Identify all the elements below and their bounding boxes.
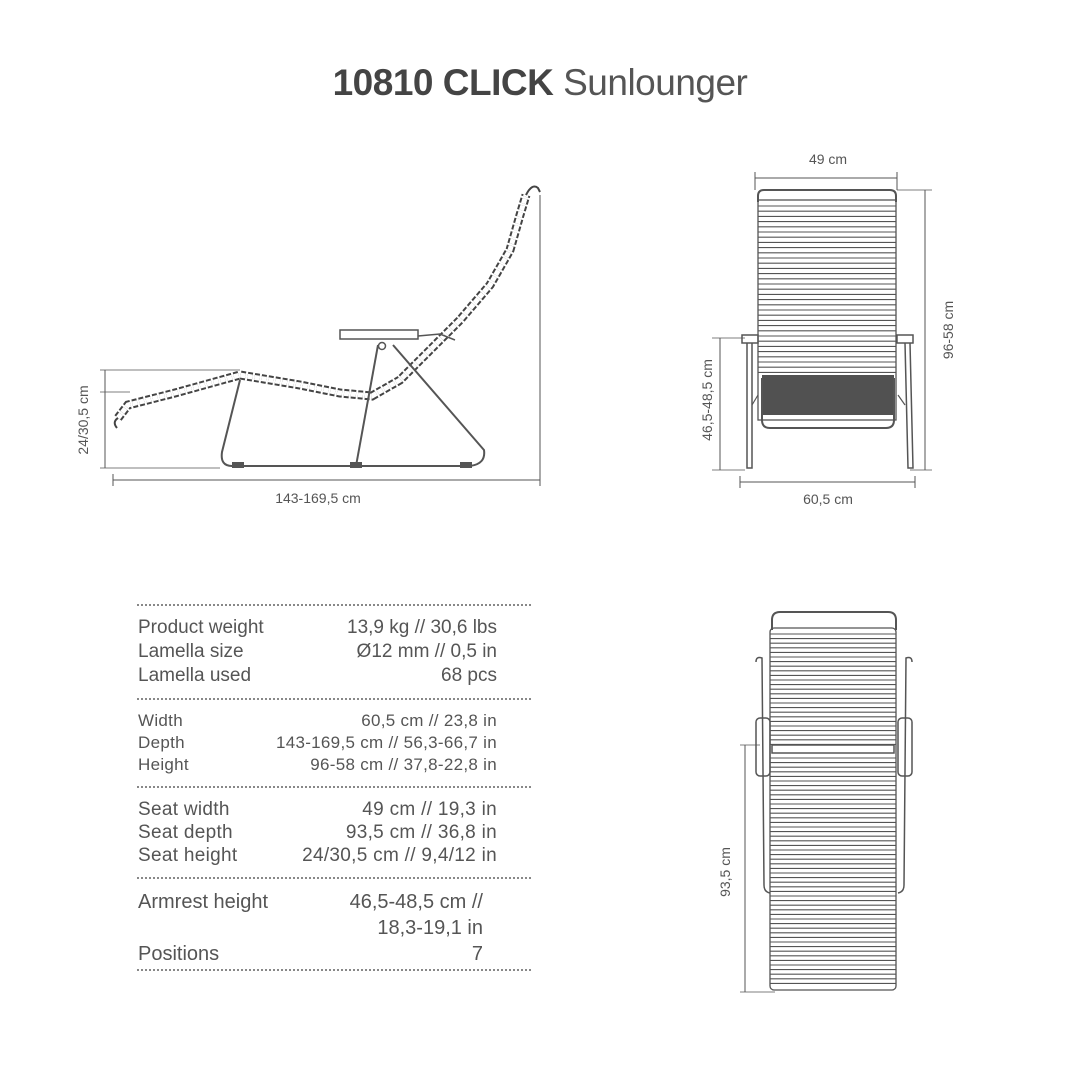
spec-table [137, 604, 531, 971]
spec-row [138, 616, 531, 640]
spec-value: 143-169,5 cm // 56,3-66,7 in [275, 733, 497, 752]
top-view-drawing [740, 612, 912, 992]
spec-label: Armrest height [138, 891, 269, 913]
spec-row [138, 754, 531, 776]
spec-value-continued: 18,3-19,1 in [377, 917, 483, 939]
front-bottom-width-label: 60,5 cm [803, 491, 853, 507]
title-product: Sunlounger [563, 62, 748, 103]
spec-row [138, 798, 531, 821]
spec-label: Height [138, 755, 189, 774]
spec-row [138, 941, 531, 967]
spec-row [138, 844, 531, 867]
spec-label: Seat depth [138, 822, 233, 843]
side-view-drawing [100, 187, 540, 486]
spec-value: 13,9 kg // 30,6 lbs [347, 617, 497, 638]
spec-row [138, 732, 531, 754]
title-model: 10810 CLICK [332, 62, 554, 103]
front-armrest-label: 46,5-48,5 cm [699, 359, 715, 441]
spec-label: Seat width [138, 799, 230, 820]
side-width-label: 143-169,5 cm [275, 490, 361, 506]
spec-row [138, 664, 531, 688]
spec-value: 60,5 cm // 23,8 in [361, 711, 497, 730]
spec-group-material [137, 606, 531, 698]
spec-value: 68 pcs [441, 665, 497, 686]
spec-value: 24/30,5 cm // 9,4/12 in [302, 845, 497, 866]
spec-row [138, 710, 531, 732]
spec-value: 93,5 cm // 36,8 in [345, 822, 497, 843]
spec-value: 96-58 cm // 37,8-22,8 in [310, 755, 497, 774]
spec-group-seat [137, 788, 531, 877]
front-view-drawing [712, 172, 932, 488]
spec-value: Ø12 mm // 0,5 in [356, 641, 497, 662]
top-seat-depth-label: 93,5 cm [717, 847, 733, 897]
spec-label: Width [138, 711, 183, 730]
front-top-width-label: 49 cm [808, 151, 848, 167]
side-height-label: 24/30,5 cm [75, 385, 91, 455]
spec-label: Lamella size [138, 641, 244, 662]
spec-row [138, 889, 531, 915]
spec-row [138, 821, 531, 844]
divider [137, 969, 531, 971]
spec-value: 7 [471, 943, 483, 965]
spec-label: Seat height [138, 845, 238, 866]
spec-label: Lamella used [138, 665, 252, 686]
front-height-label: 96-58 cm [940, 300, 956, 360]
spec-value: 49 cm // 19,3 in [362, 799, 497, 820]
spec-label: Depth [138, 733, 185, 752]
spec-group-armrest [137, 879, 531, 969]
spec-group-dimensions [137, 700, 531, 786]
spec-value: 46,5-48,5 cm // [349, 891, 483, 913]
spec-label: Positions [138, 943, 220, 965]
spec-row [138, 640, 531, 664]
spec-label: Product weight [138, 617, 264, 638]
